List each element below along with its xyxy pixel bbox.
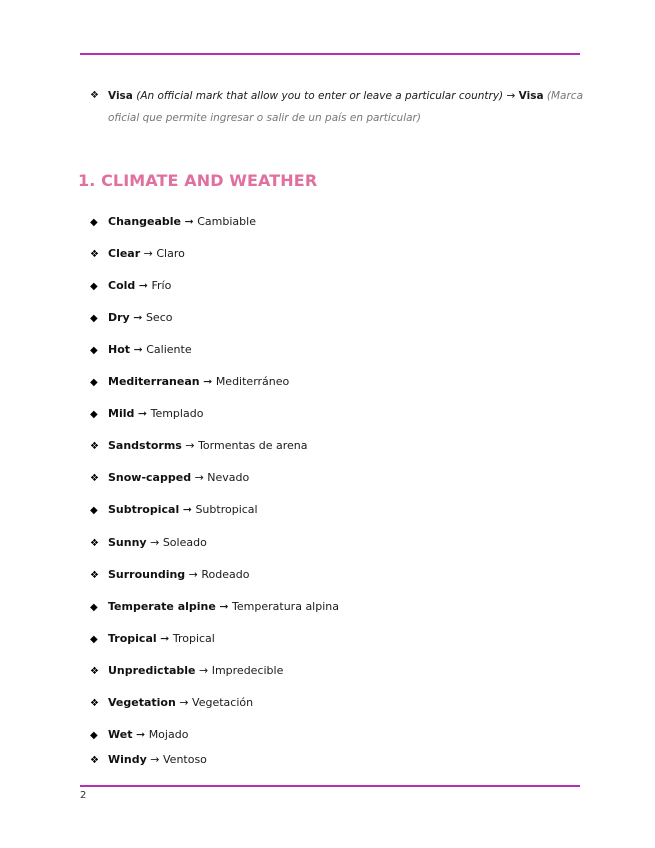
vocab-translation: Ventoso	[163, 753, 207, 766]
vocab-translation: Seco	[145, 311, 173, 324]
arrow-icon: ➞	[184, 215, 194, 228]
bullet-icon: ◆	[90, 281, 98, 292]
bullet-icon: ❖	[90, 570, 99, 581]
vocab-translation: Temperatura alpina	[232, 600, 339, 613]
arrow-icon: ➞	[138, 279, 148, 292]
bullet-icon: ◆	[90, 602, 98, 613]
vocab-item	[90, 438, 307, 455]
bullet-icon: ❖	[90, 441, 99, 452]
bullet-icon: ◆	[90, 730, 98, 741]
vocab-term: Temperate alpine	[108, 600, 216, 613]
arrow-icon: ➞	[133, 343, 143, 356]
bullet-icon: ❖	[90, 755, 99, 766]
vocab-item	[90, 310, 172, 327]
arrow-icon: →	[150, 536, 160, 549]
vocab-term: Changeable	[108, 215, 182, 228]
vocab-term: Surrounding	[108, 568, 186, 581]
arrow-icon: ➞	[160, 632, 170, 645]
visa-entry-text	[90, 85, 590, 129]
vocab-translation: Tropical	[172, 632, 215, 645]
bullet-icon: ❖	[90, 698, 99, 709]
vocab-translation: Tormentas de arena	[198, 439, 308, 452]
vocab-item	[90, 406, 203, 423]
vocab-translation: Frío	[151, 279, 172, 292]
bullet-icon: ◆	[90, 217, 98, 228]
footer-rule	[80, 785, 580, 787]
vocab-item	[90, 470, 249, 487]
arrow-icon: →	[188, 568, 198, 581]
header-rule	[80, 53, 580, 55]
vocab-term: Tropical	[108, 632, 157, 645]
vocab-translation: Claro	[156, 247, 185, 260]
vocab-translation: Rodeado	[201, 568, 250, 581]
vocab-item	[90, 374, 289, 391]
arrow-icon: ➞	[219, 600, 229, 613]
vocab-translation: Mediterráneo	[215, 375, 290, 388]
arrow-icon: →	[185, 439, 195, 452]
arrow-icon: ➞	[137, 407, 148, 420]
visa-term: Visa	[108, 90, 133, 102]
vocab-term: Mild	[108, 407, 135, 420]
arrow-icon: →	[194, 471, 204, 484]
vocab-term: Clear	[108, 247, 141, 260]
bullet-icon: ◆	[90, 377, 98, 388]
bullet-icon: ❖	[90, 666, 99, 677]
vocab-translation: Mojado	[148, 728, 189, 741]
vocab-item	[90, 727, 188, 744]
vocab-translation: Subtropical	[195, 503, 258, 516]
bullet-icon: ❖	[90, 473, 99, 484]
vocab-translation: Vegetación	[192, 696, 254, 709]
section-heading: 1. CLIMATE AND WEATHER	[78, 171, 318, 190]
bullet-icon: ◆	[90, 505, 98, 516]
bullet-icon: ◆	[90, 634, 98, 645]
vocab-term: Cold	[108, 279, 136, 292]
vocab-term: Wet	[108, 728, 133, 741]
arrow-icon: →	[506, 90, 516, 102]
vocab-item	[90, 278, 171, 295]
page-number: 2	[80, 790, 87, 801]
vocab-term: Windy	[108, 753, 147, 766]
vocab-translation: Impredecible	[211, 664, 284, 677]
vocab-term: Mediterranean	[108, 375, 200, 388]
arrow-icon: →	[150, 753, 160, 766]
visa-definition: (An official mark that allow you to enter or leave a particular country)	[136, 90, 504, 102]
vocab-item	[90, 246, 185, 263]
visa-translation-definition: (Marca oficial que permite ingresar o salir de un país en particular)	[108, 90, 584, 124]
arrow-icon: →	[198, 664, 209, 677]
vocab-term: Unpredictable	[108, 664, 196, 677]
arrow-icon: ➞	[135, 728, 146, 741]
diamond-bullet-icon: ❖	[90, 90, 99, 101]
vocab-item	[90, 502, 258, 519]
vocab-item	[90, 631, 215, 648]
vocab-translation: Cambiable	[197, 215, 256, 228]
arrow-icon: →	[179, 696, 189, 709]
arrow-icon: ➞	[133, 311, 143, 324]
vocab-item	[90, 599, 339, 616]
vocab-translation: Nevado	[207, 471, 250, 484]
vocab-item	[90, 342, 192, 359]
arrow-icon: ➞	[203, 375, 213, 388]
vocab-item	[90, 752, 207, 769]
vocab-term: Vegetation	[108, 696, 176, 709]
arrow-icon: →	[143, 247, 153, 260]
vocab-item	[90, 214, 256, 231]
arrow-icon: ➞	[182, 503, 192, 516]
vocab-term: Sandstorms	[108, 439, 182, 452]
bullet-icon: ◆	[90, 313, 98, 324]
bullet-icon: ◆	[90, 345, 98, 356]
vocab-translation: Soleado	[162, 536, 207, 549]
vocab-term: Snow-capped	[108, 471, 192, 484]
vocab-translation: Templado	[150, 407, 204, 420]
vocab-item	[90, 663, 283, 680]
vocab-item	[90, 695, 253, 712]
bullet-icon: ❖	[90, 538, 99, 549]
vocab-term: Subtropical	[108, 503, 180, 516]
vocab-item	[90, 567, 249, 584]
bullet-icon: ◆	[90, 409, 98, 420]
vocab-translation: Caliente	[146, 343, 192, 356]
vocab-term: Sunny	[108, 536, 147, 549]
bullet-icon: ❖	[90, 249, 99, 260]
visa-translation-term: Visa	[518, 90, 544, 102]
vocab-term: Dry	[108, 311, 130, 324]
vocab-term: Hot	[108, 343, 131, 356]
visa-entry	[90, 85, 590, 129]
vocab-item	[90, 535, 207, 552]
